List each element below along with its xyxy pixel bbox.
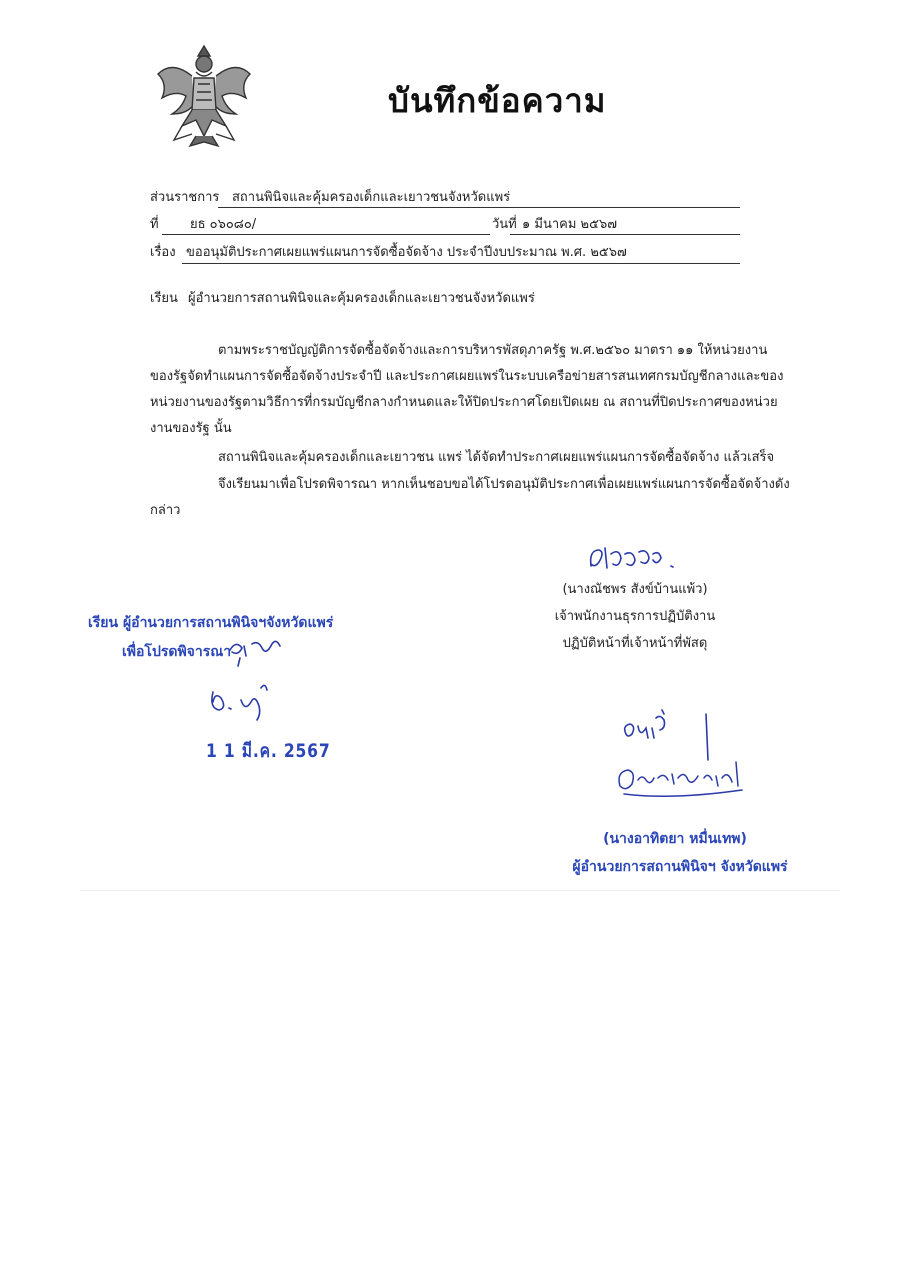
body-paragraph-1-line-3: หน่วยงานของรัฐตามวิธีการที่กรมบัญชีกลางกำหนดและให้ปิดประกาศโดยเปิดเผย ณ สถานที่ปิดประกาศของหน่วย [150,395,778,410]
body-paragraph-2-line-1: สถานพินิจและคุ้มครองเด็กและเยาวชน แพร่ ได้จัดทำประกาศเผยแพร่แผนการจัดซื้อจัดจ้าง แล้วเสร็จ [218,450,775,465]
garuda-emblem-icon [152,40,256,150]
ref-rule [162,234,490,235]
date-label: วันที่ [492,217,517,232]
signer-2-position: ผู้อำนวยการสถานพินิจฯ จังหวัดแพร่ [572,859,788,875]
signer-2-name: (นางอาทิตยา หมื่นเทพ) [603,831,747,847]
date-value: ๑ มีนาคม ๒๕๖๗ [522,217,617,232]
subject-label: เรื่อง [150,245,176,260]
body-paragraph-3-line-1: จึงเรียนมาเพื่อโปรดพิจารณา หากเห็นชอบขอได้โปรดอนุมัติประกาศเพื่อเผยแพร่แผนการจัดซื้อจัดจ้างดัง [218,477,790,492]
ref-label: ที่ [150,217,159,232]
department-value: สถานพินิจและคุ้มครองเด็กและเยาวชนจังหวัดแพร่ [232,190,511,205]
salutation-value: ผู้อำนวยการสถานพินิจและคุ้มครองเด็กและเยาวชนจังหวัดแพร่ [188,291,535,306]
salutation-label: เรียน [150,291,178,306]
signer-1-signature [585,540,685,576]
ref-value: ยธ ๐๖๐๘๐/ [190,217,257,232]
department-label: ส่วนราชการ [150,190,220,205]
body-paragraph-1-line-2: ของรัฐจัดทำแผนการจัดซื้อจัดจ้างประจำปี และประกาศเผยแพร่ในระบบเครือข่ายสารสนเทศกรมบัญชีกลางและของ [150,369,784,384]
stamp-initials-handwriting [226,632,286,668]
department-rule [218,207,740,208]
subject-rule [182,263,740,264]
stamp-line-2: เพื่อโปรดพิจารณา [122,644,232,660]
body-paragraph-1-line-4: งานของรัฐ นั้น [150,421,232,436]
subject-value: ขออนุมัติประกาศเผยแพร่แผนการจัดซื้อจัดจ้าง ประจำปีงบประมาณ พ.ศ. ๒๕๖๗ [186,245,627,260]
signer-1-position-1: เจ้าพนักงานธุรการปฏิบัติงาน [554,609,716,624]
stamp-date: 1 1 มี.ค. 2567 [206,740,331,762]
signer-2-signature [612,756,752,802]
signer-1-position-2: ปฏิบัติหน้าที่เจ้าหน้าที่พัสดุ [562,636,708,651]
date-rule [510,234,740,235]
stamp-signature [205,678,275,722]
body-paragraph-1-line-1: ตามพระราชบัญญัติการจัดซื้อจัดจ้างและการบริหารพัสดุภาครัฐ พ.ศ.๒๕๖๐ มาตรา ๑๑ ให้หน่วยงาน [218,343,768,358]
body-paragraph-3-line-2: กล่าว [150,503,181,518]
stamp-line-1: เรียน ผู้อำนวยการสถานพินิจฯจังหวัดแพร่ [88,615,334,631]
document-title: บันทึกข้อความ [388,81,607,120]
signer-1-name: (นางณัชพร สังข์บ้านแพ้ว) [562,582,708,597]
scan-divider [80,890,840,891]
